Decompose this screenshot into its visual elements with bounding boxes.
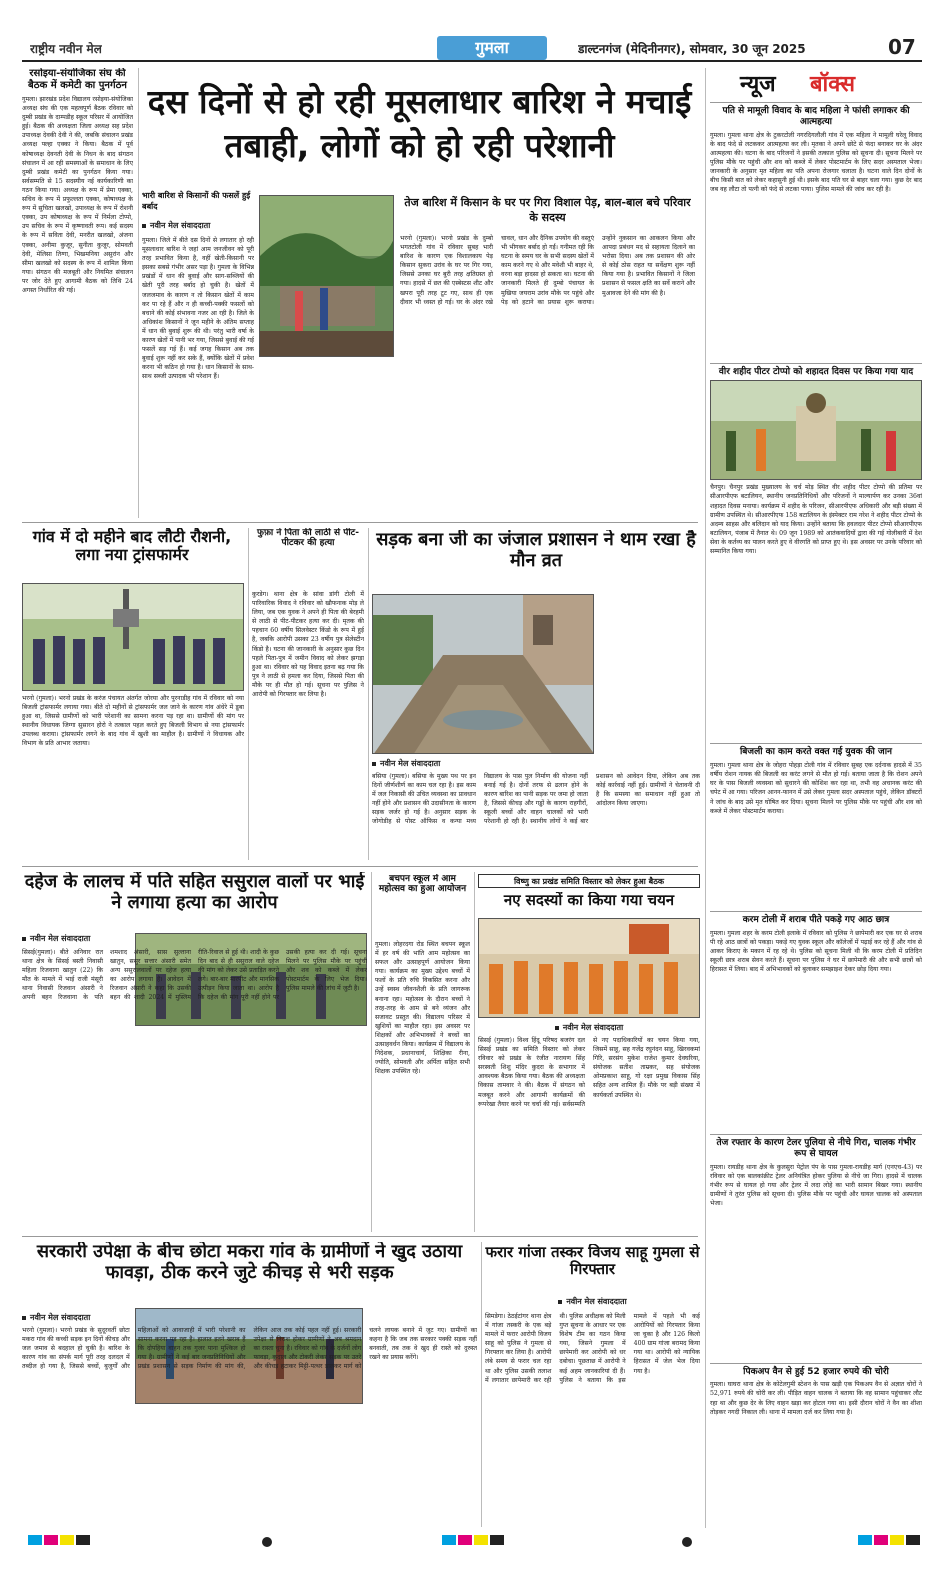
transformer-body: भरनो (गुमला)। भरनो प्रखंड के करंज पंचायत अंतर्गत जोरया और पुरनाडीह गांव में रविवार को नया बिजली ट्रांसफार्मर लगाया गया। बीते दो महीनों से ट्रांसफार्मर जल जाने के कारण गांव अंधेरे में डूबा हुआ था, जिससे ग्रामीणों को भारी परेशानी का सामना करना पड़ रहा था। ग्रामीणों की मांग पर स्थानीय विधायक जिग्गा सुसारन होरो ने तत्काल पहल करते हुए बिजली विभाग से नया ट्रांसफार्मर उपलब्ध कराया। ट्रांसफार्मर लगने के बाद गांव में खुशी का माहौल है। ग्रामीणों ने विधायक और विभाग के प्रति आभार जताया। — [22, 695, 244, 748]
dateline: डाल्टनगंज (मेदिनीनगर), सोमवार, 30 जून 2025 — [578, 42, 806, 56]
mud-road-body: भरनो (गुमला)। भरनो प्रखंड के सुदूरवर्ती छोटा मकरा गांव की कच्ची सड़क इन दिनों कीचड़ और जल जमाव से बदहाल हो चुकी है। बारिश के कारण गांव का संपर्क मार्ग पूरी तरह दलदल में तब्दील हो गया है, जिससे बच्चों, बुजुर्गों और महिलाओं को आवाजाही में भारी परेशानी का सामना करना पड़ रहा है। हालात इतने खराब हैं कि दोपहिया वाहन तक गुजर पाना मुश्किल हो गया है। ग्रामीणों ने कई बार जनप्रतिनिधियों और प्रखंड प्रशासन से सड़क निर्माण की मांग की, लेकिन आज तक कोई पहल नहीं हुई। सरकारी उपेक्षा से निराश होकर ग्रामीणों ने अब श्रमदान का रास्ता चुना है। रविवार को गांव के दर्जनों लोग फावड़ा, कुदाल और टोकरी लेकर सड़क पर उतरे और कीचड़ हटाकर मिट्टी-पत्थर डालकर मार्ग को चलने लायक बनाने में जुट गए। ग्रामीणों का कहना है कि जब तक सरकार पक्की सड़क नहीं बनवाती, तब तक वे खुद ही रास्ते को दुरुस्त रखने का प्रयास करेंगे। — [22, 1327, 477, 1371]
dowry-body: सिसई(गुमला)। बीते अनिवार रात थाना क्षेत्र के सिसई बस्ती निवासी महिला रिजवाना खातुन (22) कि मौत के मामले में भाई राजी मंसूरी थाना निवासी रिजवान अंसारी ने अपनी बहन रिजवाना के पति शमशाद अंसारी, सास सुल्ताना खातुन, ससुर सत्तार अंसारी समेत अन्य ससुरालवालों पर दहेज हत्या का आरोप लगाया है। आवेदन में रिजवान अंसारी ने कहा कि उसकी बहन की शादी 2024 में मुस्लिम रीति-रिवाज से हुई थी। शादी के कुछ दिन बाद से ही ससुराल वाले दहेज की मांग को लेकर उसे प्रताड़ित करने लगे। बार-बार मारपीट और मानसिक उत्पीड़न किया जाता था। आरोप है कि दहेज की मांग पूरी नहीं होने पर उसकी हत्या कर दी गई। सूचना मिलने पर पुलिस मौके पर पहुंची और शव को कब्जे में लेकर पोस्टमार्टम के लिए भेज दिया। पुलिस मामले की जांच में जुटी है। — [22, 949, 367, 1002]
news-box-column — [710, 102, 922, 1527]
box5-body: गुमला। रायडीह थाना क्षेत्र के कुलसुरा पेट्रोल पंप के पास गुमला-रायडीह मार्ग (एनएच-43) पर रविवार को एक बालकांक्रीट ट्रेलर अनियंत्रित होकर पुलिया से नीचे जा गिरा। हादसे में चालक गंभीर रूप से घायल हो गया और ट्रेलर में लदा लोहे का भारी सामान बिखर गया। स्थानीय ग्रामीणों ने तुरंत पुलिस को सूचना दी। पुलिस मौके पर पहुंची और घायल चालक को अस्पताल भेजा। — [710, 1163, 922, 1207]
lead-kicker: भारी बारिश से किसानों की फसलें हुई बर्बाद — [142, 191, 251, 211]
fallen-tree-photo — [259, 195, 394, 357]
ganja-headline: फरार गांजा तस्कर विजय साहू गुमला से गिरफ्तार — [485, 1244, 700, 1279]
print-marks-bottom — [22, 1535, 922, 1549]
paper-name: राष्ट्रीय नवीन मेल — [30, 42, 102, 56]
committee-photo — [478, 918, 700, 1018]
road-byline: नवीन मेल संवाददाता — [372, 758, 482, 770]
transformer-image — [23, 584, 244, 691]
dowry-headline: दहेज के लालच में पति सहित ससुराल वालों पर भाई ने लगाया हत्या का आरोप — [24, 872, 365, 913]
news-box-title — [710, 68, 922, 98]
left-top-headline: रसोइया-संयोजिका संघ की बैठक में कमेटी का पुनर्गठन — [28, 68, 127, 91]
dowry-byline: नवीन मेल संवाददाता — [22, 933, 132, 945]
mango-fest-headline: बचपन स्कूल में आम महोत्सव का हुआ आयोजन — [378, 874, 467, 895]
masthead — [22, 34, 922, 62]
box5-headline: तेज रफ्तार के कारण टेलर पुलिया से नीचे गिरा, चालक गंभीर रूप से घायल — [710, 1134, 922, 1160]
box6-headline: पिकअप वैन से हुई 52 हजार रुपये की चोरी — [710, 1363, 922, 1378]
box4-body: गुमला। गुमला शहर के करम टोली इलाके में रविवार को पुलिस ने छापेमारी कर एक घर से शराब पी रहे आठ छात्रों को पकड़ा। पकड़े गए युवक स्कूल और कॉलेजों में पढ़ाई कर रहे हैं और गांव से आकर किराए के मकान में रह रहे थे। पुलिस को सूचना मिली थी कि करम टोली में प्रतिदिन स्कूली छात्र शराब सेवन करते हैं। सूचना पर पुलिस ने घर में छापेमारी की और सभी छात्रों को हिरासत में लिया। बाद में अभिभावकों को बुलाकर समझाइश देकर छोड़ दिया गया। — [710, 929, 922, 974]
mud-road-headline: सरकारी उपेक्षा के बीच छोटा मकरा गांव के ग्रामीणों ने खुद उठाया फावड़ा, ठीक करने जुटे कीचड़ से भरी सड़क — [36, 1242, 463, 1283]
box2-headline: वीर शहीद पीटर टोप्पो को शहादत दिवस पर किया गया याद — [710, 363, 922, 378]
committee-kicker: विष्णु का प्रखंड समिति विस्तार को लेकर हुआ बैठक — [478, 874, 700, 888]
stick-murder-body: कुरडेग। थाना क्षेत्र के सांवा डांगी टोली में पारिवारिक विवाद ने रविवार को खौफनाक मोड़ ले लिया, जब एक युवक ने अपने ही पिता की बेरहमी से लाठी से पीट-पीटकर हत्या कर दी। मृतक की पहचान 60 वर्षीय सिलवेस्टर किंडो के रूप में हुई है, जबकि आरोपी उसका 23 वर्षीय पुत्र सेलेस्टीन किंडो है। घटना की जानकारी के अनुसार कुछ दिन पहले पिता-पुत्र में जमीन विवाद को लेकर झगड़ा हुआ था। रविवार को यह विवाद इतना बढ़ गया कि पुत्र ने लाठी से हमला कर दिया, जिससे पिता की मौके पर ही मौत हो गई। सूचना पर पुलिस ने आरोपी को गिरफ्तार कर लिया है। — [252, 591, 364, 699]
ganja-byline: नवीन मेल संवाददाता — [485, 1296, 700, 1308]
box4-headline: करम टोली में शराब पीते पकड़े गए आठ छात्र — [710, 911, 922, 926]
lead-headline: दस दिनों से हो रही मूसलाधार बारिश ने मचाई तबाही, लोगों को हो रही परेशानी — [147, 82, 692, 165]
committee-image — [479, 919, 700, 1018]
mud-road-byline: नवीन मेल संवाददाता — [22, 1312, 132, 1324]
shaheed-image — [711, 381, 921, 479]
shaheed-photo — [710, 380, 922, 480]
transformer-headline: गांव में दो महीने बाद लौटी रौशनी, लगा नया ट्रांसफार्मर — [32, 528, 232, 565]
committee-headline: नए सदस्यों का किया गया चयन — [503, 892, 675, 909]
box6-body: गुमला। घाघरा थाना क्षेत्र के कोटेलगुमी स्टेशन के पास खड़ी एक पिकअप वैन से अज्ञात चोरों ने 52,971 रुपये की चोरी कर ली। पीड़ित वाहन चालक ने बताया कि वह सामान पहुंचाकर लौट रहा था और कुछ देर के लिए वाहन खड़ा कर होटल गया था। इसी दौरान चोरों ने वैन का शीशा तोड़कर नगदी निकाल ली। थाना में मामला दर्ज कर लिया गया है। — [710, 1381, 922, 1416]
transformer-photo — [22, 583, 244, 691]
lead-body: गुमला। जिले में बीते दस दिनों से लगातार हो रही मूसलाधार बारिश ने जहां आम जनजीवन को पूरी तरह प्रभावित किया है, वहीं खेती-किसानी पर इसका सबसे गंभीर असर पड़ा है। गुमला के विभिन्न प्रखंडों में धान की बुवाई और साग-सब्जियों की खेती पूरी तरह बर्बाद हो चुकी है। खेतों में जलजमाव के कारण न तो किसान खेतों में काम कर पा रहे हैं और न ही कच्ची-पक्की फसलों को बचाने की कोई संभावना नजर आ रही है। जिले के अधिकांश किसानों ने जून महीने के अंतिम सप्ताह में धान की बुवाई शुरू की थी। परंतु भारी वर्षा के कारण खेतों में पानी भर गया, जिससे बुवाई की गई फसलें सड़ गई हैं। कई जगह किसान अब तक बुवाई शुरू नहीं कर सके हैं, क्योंकि खेतों में प्रवेश करना भी कठिन हो गया है। धान किसानों के साथ-साथ सब्जी उत्पादक भी परेशान हैं। — [142, 237, 254, 381]
ganja-body: सिमडेगा। ठेठईटांगर थाना क्षेत्र में गांजा तस्करी के एक बड़े मामले में फरार आरोपी विजय साहू को पुलिस ने गुमला से गिरफ्तार कर लिया है। आरोपी लंबे समय से फरार चल रहा था और पुलिस उसकी तलाश में लगातार छापेमारी कर रही थी। पुलिस अधीक्षक को मिली गुप्त सूचना के आधार पर एक विशेष टीम का गठन किया गया, जिसने गुमला में छापेमारी कर आरोपी को धर दबोचा। पूछताछ में आरोपी ने कई अहम जानकारियां दी हैं। पुलिस ने बताया कि इस मामले में पहले भी कई आरोपियों को गिरफ्तार किया जा चुका है और 126 किलो 400 ग्राम गांजा बरामद किया गया था। आरोपी को न्यायिक हिरासत में जेल भेज दिया गया है। — [485, 1313, 700, 1384]
box1-body: गुमला। गुमला थाना क्षेत्र के टुकरटोली नगरदिगलौली गांव में एक महिला ने मामूली घरेलू विवाद के बाद फंदे से लटककर आत्महत्या कर ली। मृतका ने अपने छोटे से फंदा बनाकर घर के अंदर आत्महत्या की। घटना के बाद परिजनों ने इसकी तत्काल पुलिस को सूचना दी। सूचना मिलने पर पुलिस मौके पर पहुंची और शव को कब्जे में लेकर पोस्टमार्टम के लिए सदर अस्पताल भेजा। जानकारी के अनुसार मृत महिला का पति अपना रोजगार चलाता है। घटना वाले दिन दोनों के बीच किसी बात को लेकर कहासुनी हुई थी। इसके बाद पति घर से बाहर चला गया। कुछ देर बाद जब वह लौटा तो पत्नी को फंदे से लटका पाया। पुलिस मामले की जांच कर रही है। — [710, 131, 922, 194]
box3-body: गुमला। गुमला थाना क्षेत्र के जोहरा पोहड़ा टोली गांव में रविवार सुबह एक दर्दनाक हादसे में 35 वर्षीय रोशन नायक की बिजली का करंट लगने से मौत हो गई। बताया जाता है कि रोशन अपने घर के पास बिजली व्यवस्था को सुधारने की कोशिश कर रहा था, तभी वह अचानक करंट की चपेट में आ गया। परिजन आनन-फानन में उसे लेकर गुमला सदर अस्पताल पहुंचे, लेकिन डॉक्टरों ने जांच के बाद उसे मृत घोषित कर दिया। सूचना मिलने पर पुलिस मौके पर पहुंची और शव को कब्जे में लेकर पोस्टमार्टम कराया। — [710, 762, 922, 815]
box2-body: चैनपुर। चैनपुर प्रखंड मुख्यालय के चर्च मोड़ स्थित वीर शहीद पीटर टोप्पो की प्रतिमा पर सीआरपीएफ बटालियन, स्थानीय जनप्रतिनिधियों और परिजनों ने माल्यार्पण कर उनका 36वां शहादत दिवस मनाया। कार्यक्रम में शहीद के परिजन, सीआरपीएफ अधिकारी और बड़ी संख्या में ग्रामीण उपस्थित थे। सीआरपीएफ 158 बटालियन के इंस्पेक्टर राम नरेश ने शहीद पीटर टोप्पो के अदम्य साहस और बलिदान को याद किया। उन्होंने बताया कि हवलदार पीटर टोप्पो सीआरपीएफ बटालियन, पंजाब में तैनात थे। 09 जून 1989 को आतंकवादियों द्वारा की गई गोलीबारी में देश सेवा के कर्तव्य का पालन करते हुए वे वीरगति को प्राप्त हुए थे। इस अवसर पर उनके परिवार को सम्मानित किया गया। — [710, 484, 922, 556]
road-headline: सड़क बना जी का जंजाल प्रशासन ने थाम रखा है मौन व्रत — [376, 530, 696, 571]
tree-body: भरनो (गुमला)। भरनो प्रखंड के दुम्बो भगतटोली गांव में रविवार सुबह भारी बारिश के कारण एक विशालकाय पेड़ किसान सुकरा उरांव के घर पर गिर गया, जिससे उनका घर बुरी तरह क्षतिग्रस्त हो गया। हादसे में छत की एस्बेस्टस शीट और खपरा पूरी तरह टूट गए, साथ ही एक दीवार भी ध्वस्त हो गई। घर के अंदर रखे चावल, धान और दैनिक उपयोग की वस्तुएं भी भीगकर बर्बाद हो गईं। गनीमत रही कि घटना के समय घर के सभी सदस्य खेतों में काम करने गए थे और मवेशी भी बाहर थे, वरना बड़ा हादसा हो सकता था। घटना की जानकारी मिलते ही दुम्बो पंचायत के मुखिया जयराम उरांव मौके पर पहुंचे और पेड़ को हटाने का प्रयास शुरू कराया। उन्होंने नुकसान का आकलन किया और आपदा प्रबंधन मद से सहायता दिलाने का भरोसा दिया। अब तक प्रशासन की ओर से कोई ठोस राहत या सर्वेक्षण शुरू नहीं किया गया है। प्रभावित किसानों ने जिला प्रशासन से फसल क्षति का सर्वे कराने और मुआवजा देने की मांग की है। — [400, 235, 695, 306]
news-box-title-b: बॉक्स — [810, 72, 855, 97]
page-number: 07 — [888, 35, 916, 59]
committee-byline: नवीन मेल संवाददाता — [478, 1022, 700, 1034]
left-top-body: गुमला। झारखंड प्रदेश विद्यालय रसोइया-संयोजिका अध्यक्ष संघ की एक महत्वपूर्ण बैठक रविवार को दुम्बी प्रखंड के दाम्पडीह स्कूल परिसर में आयोजित हुई। बैठक की अध्यक्षता जिला अध्यक्ष सह प्रदेश उपाध्यक्ष देवकी देवी ने की, जबकि संचालन प्रखंड अध्यक्ष फ्ल्हा एक्का ने किया। बैठक में पूर्व कोषाध्यक्ष देवनती देवी के निधन के बाद संगठन संचालन में आ रही समस्याओं के समाधान के लिए दुम्बी प्रखंड कमेटी का पुनर्गठन किया गया। सर्वसम्मति से 15 सदस्यीय नई कार्यकारिणी का गठन किया गया। अध्यक्ष के रूप में प्रेमा एक्का, सचिव के रूप में प्रफुल्लता एक्का, कोषाध्यक्ष के रूप में सुचिता खलखो, उपाध्यक्ष के रूप में रोशनी एक्का, उप कोषाध्यक्ष के रूप में निर्मला टोप्पो, उप सचिव के रूप में कृष्णावती रूप। कई सदस्य के रूप में सविता देवी, मनरीत खलखो, अंजना एक्का, अनीमा कुजूर, सुनीता कुजूर, सोमवती देवी, मेलिसा तिग्गा, भिखमनिया असुरांन और सीमा खलखो को सदस्य के रूप में शामिल किया गया। संगठन की मजबूती और नियमित संचालन पर जोर देते हुए आगामी बैठक को तिथि 24 अगस्त निर्धारित की गई। — [22, 96, 133, 294]
box3-headline: बिजली का काम करते वक्त गई युवक की जान — [710, 743, 922, 758]
lead-byline: नवीन मेल संवाददाता — [142, 220, 254, 232]
road-body: बसिया (गुमला)। बसिया के मुख्य पथ पर इन दिनों जीर्णशीर्ण का काम चल रहा है। इस काम में जल निकासी की उचित व्यवस्था का प्रावधान नहीं होने और प्रशासन की उदासीनता के कारण सड़क जर्जर हो गई है। अनुसार सड़क के जोगोडीह से पोस्ट ऑफिस व कन्या मध्य विद्यालय के पास पुल निर्माण की योजना नहीं बनाई गई है। दोनों तरफ से ढलान होने के कारण बारिश का पानी सड़क पर जमा हो जाता है, जिससे कीचड़ और गड्ढों के कारण राहगीरों, स्कूली बच्चों और वाहन चालकों को भारी परेशानी हो रही है। स्थानीय लोगों ने कई बार प्रशासन को आवेदन दिया, लेकिन अब तक कोई कार्रवाई नहीं हुई। ग्रामीणों ने चेतावनी दी है कि समस्या का समाधान नहीं हुआ तो आंदोलन किया जाएगा। — [372, 773, 700, 826]
box1-headline: पति से मामूली विवाद के बाद महिला ने फांसी लगाकर की आत्महत्या — [710, 102, 922, 128]
left-top-article — [22, 68, 133, 518]
road-image — [373, 595, 594, 754]
road-photo — [372, 594, 594, 754]
news-box-title-a: न्यूज — [740, 72, 776, 97]
committee-body: सिसई (गुमला)। विश्व हिंदू परिषद बजरंग दल सिसई प्रखंड का समिति विस्तार को लेकर रविवार को प्रखंड के रंजीत नारायण सिंह सरस्वती शिशु मंदिर कुदरा के सभागार में आवश्यक बैठक किया गया। बैठक की अध्यक्षता विकास तामवार ने की। बैठक में संगठन को मजबूत करने और आगामी कार्यक्रमों की रूपरेखा तैयार करने पर चर्चा की गई। सर्वसम्मति से नए पदाधिकारियों का चयन किया गया, जिसमें साहू, सह गजेंद्र रघुनंदन साहू, खिरवकमां गिरि, सरसंग मुकेश राजेश कुमार देवघरिया, संयोजक सतीश ताम्रकर, सह संयोजक ओमप्रकाश साहू, गो रक्षा प्रमुख विकास सिंह सहित अन्य शामिल हैं। मौके पर बड़ी संख्या में कार्यकर्ता उपस्थित थे। — [478, 1037, 700, 1108]
section-label: गुमला — [437, 36, 547, 60]
tree-caption: तेज बारिश में किसान के घर पर गिरा विशाल पेड़, बाल-बाल बचे परिवार के सदस्य — [404, 196, 691, 224]
stick-murder-headline: फुफ़ा ने पिता की लाठी से पीट-पीटकर की हत्या — [257, 528, 359, 549]
mango-fest-body: गुमला। लोहरदगा रोड स्थित बचपन स्कूल में हर वर्ष की भांति आम महोत्सव का सफल और उत्साहपूर्ण आयोजन किया गया। कार्यक्रम का मुख्य उद्देश्य बच्चों में फलों के प्रति रुचि विकसित करना और उन्हें स्वस्थ जीवनशैली के प्रति जागरूक बनाना रहा। महोत्सव के दौरान बच्चों ने तरह-तरह के आम से बने व्यंजन और सजावट प्रस्तुत की। विद्यालय परिसर में खुशियों का माहौल रहा। इस अवसर पर शिक्षकों और अभिभावकों ने बच्चों का उत्साहवर्धन किया। कार्यक्रम में विद्यालय के निदेशक, प्रधानाचार्य, शिक्षिका रीना, ज्योति, सोमवती और अर्पिता सहित सभी शिक्षक उपस्थित रहे। — [375, 941, 470, 1076]
fallen-tree-image — [260, 196, 394, 357]
